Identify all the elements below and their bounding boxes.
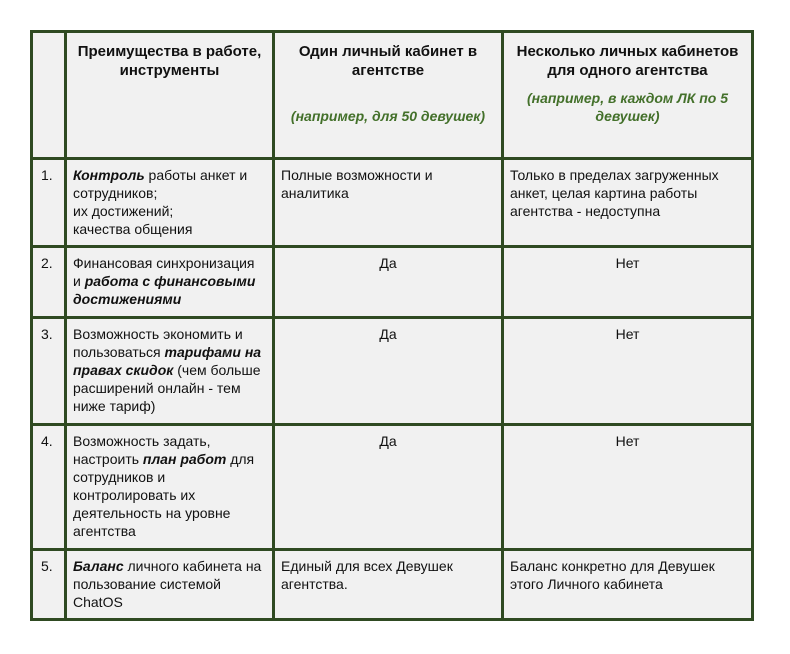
table-row: [32, 318, 753, 425]
feature-text: Финансовая синхронизация и: [73, 255, 255, 289]
row-feature-cell: [66, 550, 274, 620]
single-cabinet-value: Да: [274, 318, 503, 425]
header-single-cabinet-cell: [274, 32, 503, 159]
single-cabinet-value: Полные возможности и аналитика: [274, 159, 503, 247]
feature-text: личного кабинета на пользование системой ChatOS: [73, 558, 262, 610]
row-number: 2.: [32, 247, 66, 318]
table-row: [32, 425, 753, 550]
feature-bold-text: работа с финансовыми достижениями: [73, 273, 256, 307]
header-multiple-cabinets-cell: [503, 32, 753, 159]
multiple-cabinets-value: Нет: [503, 425, 753, 550]
row-feature-cell: [66, 159, 274, 247]
feature-text-line: их достижений;: [73, 203, 174, 219]
row-number: 3.: [32, 318, 66, 425]
row-number: 5.: [32, 550, 66, 620]
row-feature-cell: [66, 318, 274, 425]
table-row: [32, 247, 753, 318]
single-cabinet-value: Единый для всех Девушек агентства.: [274, 550, 503, 620]
row-number: 4.: [32, 425, 66, 550]
table-header-row: [32, 32, 753, 159]
multiple-cabinets-value: Только в пределах загруженных анкет, целая картина работы агентства - недоступна: [503, 159, 753, 247]
header-advantages-label: Преимущества в работе, инструменты: [77, 43, 262, 79]
multiple-cabinets-value: Нет: [503, 318, 753, 425]
comparison-table: [30, 30, 754, 621]
feature-text: Возможность экономить и пользоваться: [73, 326, 243, 360]
feature-text: для сотрудников и контролировать их деятельность на уровне агентства: [73, 451, 255, 539]
feature-text-line: качества общения: [73, 221, 193, 237]
feature-text: работы анкет и сотрудников;: [73, 167, 248, 201]
feature-bold-text: Контроль: [73, 167, 145, 183]
multiple-cabinets-value: Нет: [503, 247, 753, 318]
header-single-cabinet-subtitle: (например, для 50 девушек): [290, 108, 486, 124]
row-number: 1.: [32, 159, 66, 247]
single-cabinet-value: Да: [274, 425, 503, 550]
feature-text: Возможность задать, настроить: [73, 433, 211, 467]
table-row: [32, 159, 753, 247]
feature-bold-text: план работ: [142, 451, 227, 467]
table-row: [32, 550, 753, 620]
row-feature-cell: [66, 425, 274, 550]
header-multiple-cabinets-title: Несколько личных кабинетов для одного агентства: [516, 43, 739, 79]
header-advantages-cell: [66, 32, 274, 159]
feature-bold-text: тарифами на правах скидок: [73, 344, 262, 378]
feature-bold-text: Баланс: [73, 558, 124, 574]
header-single-cabinet-title: Один личный кабинет в агентстве: [298, 43, 478, 79]
row-feature-cell: [66, 247, 274, 318]
single-cabinet-value: Да: [274, 247, 503, 318]
header-multiple-cabinets-subtitle: (например, в каждом ЛК по 5 девушек): [526, 90, 729, 124]
multiple-cabinets-value: Баланс конкретно для Девушек этого Личного кабинета: [503, 550, 753, 620]
feature-text: (чем больше расширений онлайн - тем ниже тариф): [73, 362, 261, 414]
header-num-cell: [32, 32, 66, 159]
